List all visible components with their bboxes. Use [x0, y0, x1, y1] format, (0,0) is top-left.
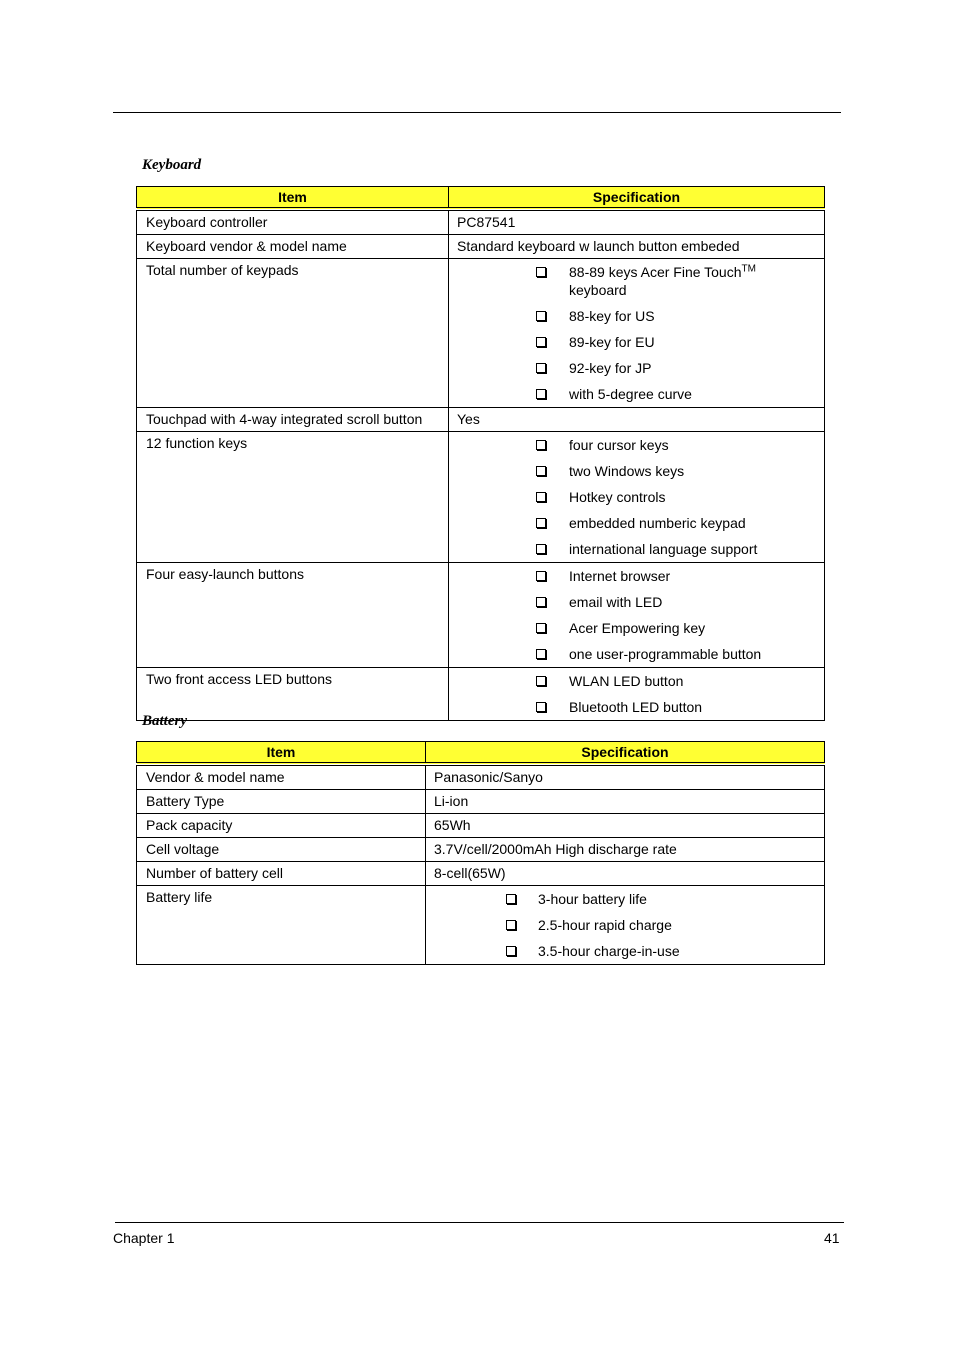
- table-row: [137, 209, 825, 235]
- checkbox-bullet-icon: [506, 946, 516, 956]
- list-item: [457, 645, 816, 663]
- item-cell: Total number of keypads: [137, 259, 449, 408]
- keyboard-spec-table: [136, 186, 825, 721]
- table-row: [137, 563, 825, 668]
- list-item: [457, 619, 816, 637]
- checkbox-bullet-icon: [536, 492, 546, 502]
- list-item: [457, 488, 816, 506]
- checkbox-bullet-icon: [536, 702, 546, 712]
- list-item-text: one user-programmable button: [569, 646, 762, 662]
- list-item-text: embedded numberic keypad: [569, 515, 746, 531]
- specification-cell: Standard keyboard w launch button embeded: [449, 235, 825, 259]
- checkbox-bullet-icon: [536, 267, 546, 277]
- item-cell: Keyboard controller: [137, 209, 449, 235]
- table-row: [137, 764, 825, 790]
- list-item-text: 88-89 keys Acer Fine Touch: [569, 264, 742, 280]
- specification-cell: Panasonic/Sanyo: [426, 764, 825, 790]
- checkbox-bullet-icon: [536, 649, 546, 659]
- list-item: [457, 359, 816, 377]
- specification-cell: [426, 886, 825, 965]
- list-item: [457, 698, 816, 716]
- checkbox-bullet-icon: [536, 623, 546, 633]
- checkbox-bullet-icon: [536, 571, 546, 581]
- list-item-text: 89-key for EU: [569, 334, 655, 350]
- list-item: [457, 307, 816, 325]
- checkbox-bullet-icon: [536, 363, 546, 373]
- bullet-list: [434, 890, 816, 960]
- list-item-text: 88-key for US: [569, 308, 655, 324]
- footer-chapter: Chapter 1: [113, 1230, 175, 1246]
- list-item-text: two Windows keys: [569, 463, 685, 479]
- list-item: [457, 436, 816, 454]
- table-header-row: [137, 742, 825, 765]
- table-row: [137, 838, 825, 862]
- list-item-text: Internet browser: [569, 568, 671, 584]
- item-cell: Pack capacity: [137, 814, 426, 838]
- table-row: [137, 259, 825, 408]
- checkbox-bullet-icon: [536, 466, 546, 476]
- table-row: [137, 235, 825, 259]
- list-item: [457, 593, 816, 611]
- table-header-row: [137, 187, 825, 210]
- bullet-list: [457, 672, 816, 716]
- footer-page-number: 41: [824, 1230, 840, 1246]
- header-item: Item: [137, 742, 426, 765]
- checkbox-bullet-icon: [536, 676, 546, 686]
- list-item-text: 3-hour battery life: [538, 891, 647, 907]
- specification-cell: 3.7V/cell/2000mAh High discharge rate: [426, 838, 825, 862]
- item-cell: Number of battery cell: [137, 862, 426, 886]
- table-row: [137, 408, 825, 432]
- checkbox-bullet-icon: [536, 440, 546, 450]
- header-specification: Specification: [449, 187, 825, 210]
- bullet-list: [457, 436, 816, 558]
- item-cell: Keyboard vendor & model name: [137, 235, 449, 259]
- specification-cell: 65Wh: [426, 814, 825, 838]
- list-item: [457, 567, 816, 585]
- item-cell: Battery Type: [137, 790, 426, 814]
- table-row: [137, 432, 825, 563]
- list-item-text: four cursor keys: [569, 437, 669, 453]
- checkbox-bullet-icon: [536, 311, 546, 321]
- battery-spec-table: [136, 741, 825, 965]
- checkbox-bullet-icon: [536, 544, 546, 554]
- specification-cell: [449, 668, 825, 721]
- checkbox-bullet-icon: [506, 920, 516, 930]
- list-item: [457, 385, 816, 403]
- list-item: [457, 263, 816, 299]
- list-item-text: WLAN LED button: [569, 673, 684, 689]
- list-item-text: international language support: [569, 541, 758, 557]
- bullet-list: [457, 567, 816, 663]
- list-item-text: with 5-degree curve: [569, 386, 692, 402]
- table-row: [137, 862, 825, 886]
- header-rule: [113, 112, 841, 113]
- specification-cell: Yes: [449, 408, 825, 432]
- trademark-superscript: TM: [741, 263, 756, 275]
- list-item-text: Bluetooth LED button: [569, 699, 703, 715]
- header-specification: Specification: [426, 742, 825, 765]
- specification-cell: PC87541: [449, 209, 825, 235]
- checkbox-bullet-icon: [536, 518, 546, 528]
- list-item: [434, 942, 816, 960]
- item-cell: 12 function keys: [137, 432, 449, 563]
- checkbox-bullet-icon: [506, 894, 516, 904]
- list-item-text: 92-key for JP: [569, 360, 652, 376]
- list-item: [457, 333, 816, 351]
- header-item: Item: [137, 187, 449, 210]
- item-cell: Touchpad with 4-way integrated scroll button: [137, 408, 449, 432]
- item-cell: Cell voltage: [137, 838, 426, 862]
- footer-rule: [115, 1222, 844, 1223]
- list-item-text: email with LED: [569, 594, 663, 610]
- list-item: [457, 540, 816, 558]
- specification-cell: [449, 563, 825, 668]
- item-cell: Two front access LED buttons: [137, 668, 449, 721]
- specification-cell: 8-cell(65W): [426, 862, 825, 886]
- list-item: [434, 890, 816, 908]
- specification-cell: [449, 259, 825, 408]
- table-row: [137, 668, 825, 721]
- list-item-text: 2.5-hour rapid charge: [538, 917, 672, 933]
- list-item-text: 3.5-hour charge-in-use: [538, 943, 680, 959]
- list-item: [457, 672, 816, 690]
- table-row: [137, 886, 825, 965]
- list-item-text-continued: keyboard: [569, 282, 627, 298]
- specification-cell: Li-ion: [426, 790, 825, 814]
- item-cell: Battery life: [137, 886, 426, 965]
- list-item: [457, 514, 816, 532]
- battery-section-title: Battery: [142, 713, 187, 729]
- item-cell: Vendor & model name: [137, 764, 426, 790]
- specification-cell: [449, 432, 825, 563]
- table-row: [137, 790, 825, 814]
- list-item-text: Hotkey controls: [569, 489, 666, 505]
- item-cell: Four easy-launch buttons: [137, 563, 449, 668]
- checkbox-bullet-icon: [536, 337, 546, 347]
- list-item: [434, 916, 816, 934]
- list-item-text: Acer Empowering key: [569, 620, 706, 636]
- keyboard-section-title: Keyboard: [142, 157, 202, 173]
- checkbox-bullet-icon: [536, 389, 546, 399]
- list-item: [457, 462, 816, 480]
- bullet-list: [457, 263, 816, 403]
- table-row: [137, 814, 825, 838]
- checkbox-bullet-icon: [536, 597, 546, 607]
